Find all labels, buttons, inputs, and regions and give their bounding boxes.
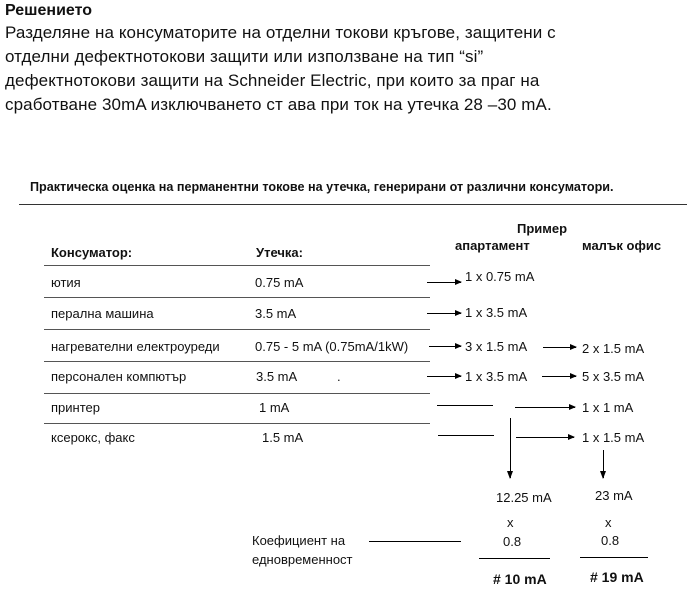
office-times: x (605, 515, 612, 530)
arrow-right-icon (542, 376, 576, 377)
intro-line-1: Разделяне на консуматорите на отделни токови кръгове, защитени с (5, 23, 556, 42)
arrow-right-icon (427, 282, 461, 283)
table-cell-apartment: 3 x 1.5 mA (465, 339, 528, 354)
header-office: малък офис (582, 238, 662, 253)
table-cell-consumer: ксерокс, факс (51, 430, 135, 445)
row-divider (44, 361, 430, 362)
connector-line (438, 435, 494, 436)
table-cell-apartment: 1 x 0.75 mA (465, 269, 535, 284)
row-divider (44, 265, 430, 266)
page-title: Решението (5, 2, 92, 19)
row-divider (44, 393, 430, 394)
intro-line-4: сработване 30mA изключването ст ава при ток на утечка 28 –30 mA. (5, 95, 552, 114)
office-factor: 0.8 (601, 533, 620, 548)
arrow-right-icon (429, 346, 461, 347)
header-apartment: апартамент (455, 238, 530, 253)
arrow-right-icon (515, 407, 575, 408)
apartment-factor: 0.8 (503, 534, 522, 549)
table-cell-leakage: 1 mA (259, 400, 290, 415)
table-cell-leakage: 0.75 mA (255, 275, 304, 290)
office-total: # 19 mA (590, 569, 644, 585)
arrow-down-icon (603, 450, 604, 478)
intro-line-2: отделни дефектнотокови защити или използване на тип “si” (5, 47, 484, 66)
arrow-right-icon (427, 376, 461, 377)
table-cell-office: 2 x 1.5 mA (582, 341, 645, 356)
caption-divider (19, 204, 687, 205)
intro-line-3: дефектнотокови защити на Schneider Electric, при които за праг на (5, 71, 540, 90)
coefficient-label: едновременност (252, 552, 353, 567)
table-cell-consumer: персонален компютър (51, 369, 187, 384)
apartment-total: # 10 mA (493, 571, 547, 587)
table-cell-office: 1 x 1.5 mA (582, 430, 645, 445)
table-cell-office: 5 x 3.5 mA (582, 369, 645, 384)
header-leakage: Утечка: (256, 245, 303, 260)
connector-line (437, 405, 493, 406)
stray-dot: . (337, 369, 341, 384)
coefficient-label: Коефициент на (252, 533, 346, 548)
connector-line (369, 541, 461, 542)
table-cell-consumer: нагревателни електроуреди (51, 339, 220, 354)
table-cell-leakage: 1.5 mA (262, 430, 304, 445)
apartment-sum: 12.25 mA (496, 490, 552, 505)
row-divider (44, 297, 430, 298)
apartment-times: x (507, 515, 514, 530)
row-divider (44, 329, 430, 330)
arrow-right-icon (543, 347, 576, 348)
total-divider (479, 558, 550, 559)
table-cell-leakage: 0.75 - 5 mA (0.75mA/1kW) (255, 339, 409, 354)
table-cell-consumer: ютия (51, 275, 81, 290)
arrow-right-icon (516, 437, 574, 438)
row-divider (44, 423, 430, 424)
office-sum: 23 mA (595, 488, 633, 503)
table-cell-leakage: 3.5 mA (256, 369, 298, 384)
table-cell-office: 1 x 1 mA (582, 400, 634, 415)
table-cell-leakage: 3.5 mA (255, 306, 297, 321)
arrow-down-icon (510, 418, 511, 478)
header-example: Пример (517, 221, 568, 236)
table-cell-apartment: 1 x 3.5 mA (465, 305, 528, 320)
table-cell-consumer: принтер (51, 400, 100, 415)
table-cell-consumer: перална машина (51, 306, 154, 321)
table-caption: Практическа оценка на перманентни токове на утечка, генерирани от различни консуматори. (30, 180, 614, 194)
header-consumer: Консуматор: (51, 245, 133, 260)
table-cell-apartment: 1 x 3.5 mA (465, 369, 528, 384)
arrow-right-icon (427, 313, 461, 314)
total-divider (580, 557, 648, 558)
